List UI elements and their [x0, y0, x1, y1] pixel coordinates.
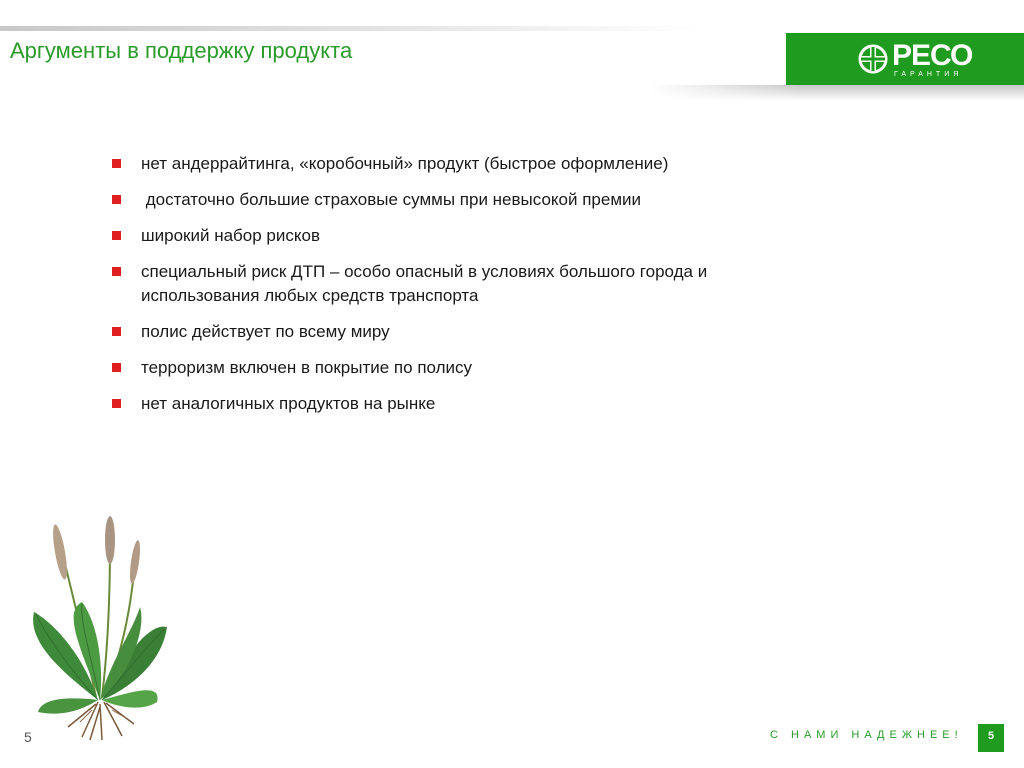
list-item-text: терроризм включен в покрытие по полису: [141, 358, 473, 377]
bullet-square-icon: [112, 159, 121, 168]
list-item-text: полис действует по всему миру: [141, 322, 390, 341]
list-item-text: широкий набор рисков: [141, 226, 320, 245]
bullet-square-icon: [112, 363, 121, 372]
list-item: [111, 260, 821, 308]
slide-title: Аргументы в поддержку продукта: [10, 38, 353, 63]
list-item: [111, 392, 831, 416]
bullet-square-icon: [112, 327, 121, 336]
page-number: 5: [978, 724, 1004, 752]
brand-logo: [786, 33, 1024, 85]
slide-number-left: 5: [24, 729, 32, 745]
list-item: [111, 152, 831, 176]
bullet-square-icon: [112, 231, 121, 240]
list-item-text: нет андеррайтинга, «коробочный» продукт (быстрое оформление): [141, 154, 669, 173]
list-item-text: нет аналогичных продуктов на рынке: [141, 394, 436, 413]
brand-subtitle: ГАРАНТИЯ: [894, 71, 963, 78]
footer-slogan: С НАМИ НАДЕЖНЕЕ!: [770, 729, 963, 741]
argument-list: [111, 152, 831, 428]
list-item: [111, 356, 831, 380]
bullet-square-icon: [112, 399, 121, 408]
header-divider: [0, 26, 700, 31]
list-item: [111, 224, 831, 248]
list-item: [111, 188, 831, 212]
reso-cross-icon: [858, 44, 888, 74]
list-item-text: достаточно большие страховые суммы при невысокой премии: [141, 190, 642, 209]
bullet-square-icon: [112, 267, 121, 276]
bullet-square-icon: [112, 195, 121, 204]
brand-name: РЕСО: [892, 39, 973, 72]
list-item-text: специальный риск ДТП – особо опасный в условиях большого города и использования любых средств транспорта: [141, 262, 708, 305]
list-item: [111, 320, 831, 344]
plantain-plant-illustration: [22, 512, 174, 742]
logo-shadow: [650, 85, 1024, 101]
